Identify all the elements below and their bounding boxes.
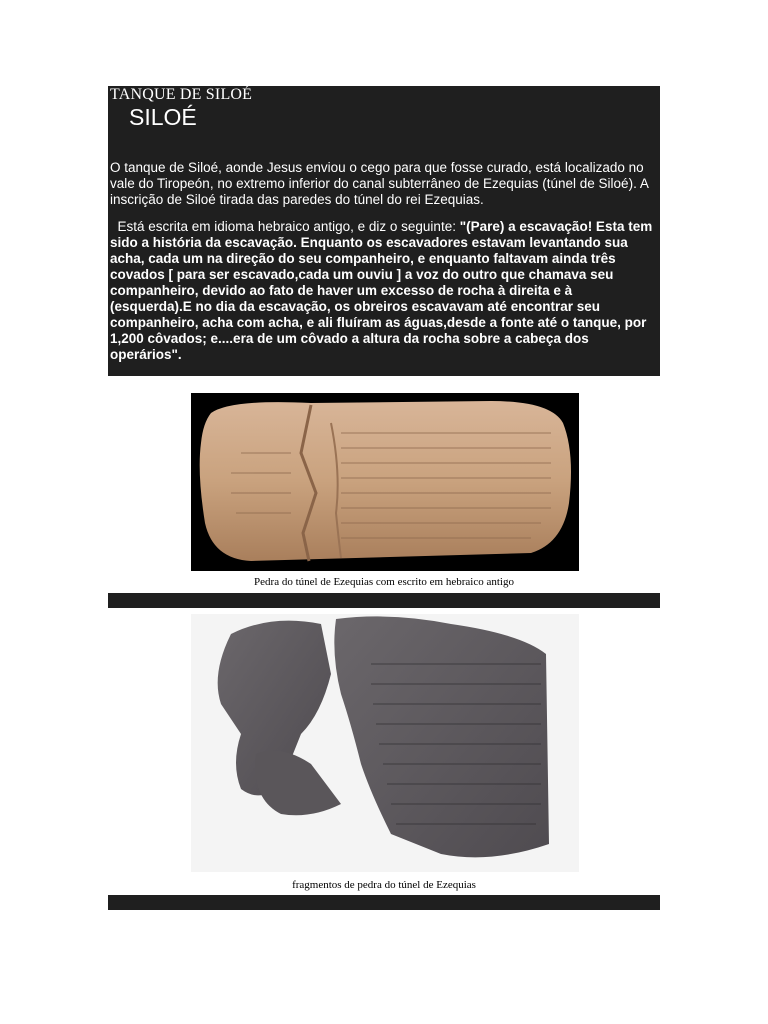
article-header-panel: [108, 86, 660, 376]
section-title: SILOÉ: [129, 104, 197, 130]
inscription-paragraph: [110, 219, 656, 363]
figure-caption-2: fragmentos de pedra do túnel de Ezequias: [292, 879, 476, 891]
divider-bar: [108, 593, 660, 608]
page-title: TANQUE DE SILOÉ: [110, 86, 253, 103]
inscription-quote: "(Pare) a escavação! Esta tem sido a história da escavação. Enquanto os escavadores estavam levantando sua acha, cada um na direção do seu companheiro, e enquanto faltavam ainda três covados [ para ser escavado,cada um ouviu ] a voz do outro que chamava seu companheiro, devido ao fato de haver um excesso de rocha à direita e à (esquerda).E no dia da escavação, os obreiros escavavam até encontrar seu companheiro, acha com acha, e ali fluíram as águas,desde a fonte até o tanque, por 1,200 côvados; e....era de um côvado a altura da rocha sobre a cabeça dos operários".: [110, 219, 653, 362]
intro-paragraph: O tanque de Siloé, aonde Jesus enviou o cego para que fosse curado, está localizado no vale do Tiropeón, no extremo inferior do canal subterrâneo de Ezequias (túnel de Siloé). A inscrição de Siloé tirada das paredes do túnel do rei Ezequias.: [110, 160, 649, 207]
stone-photo-2: [191, 614, 579, 872]
inscription-intro: Está escrita em idioma hebraico antigo, e diz o seguinte:: [117, 219, 460, 234]
inscribed-stone-image: [191, 393, 579, 571]
figure-caption-1: Pedra do túnel de Ezequias com escrito em hebraico antigo: [254, 576, 514, 588]
stone-fragments-image: [191, 614, 579, 872]
divider-bar: [108, 895, 660, 910]
stone-photo-1: [191, 393, 579, 571]
